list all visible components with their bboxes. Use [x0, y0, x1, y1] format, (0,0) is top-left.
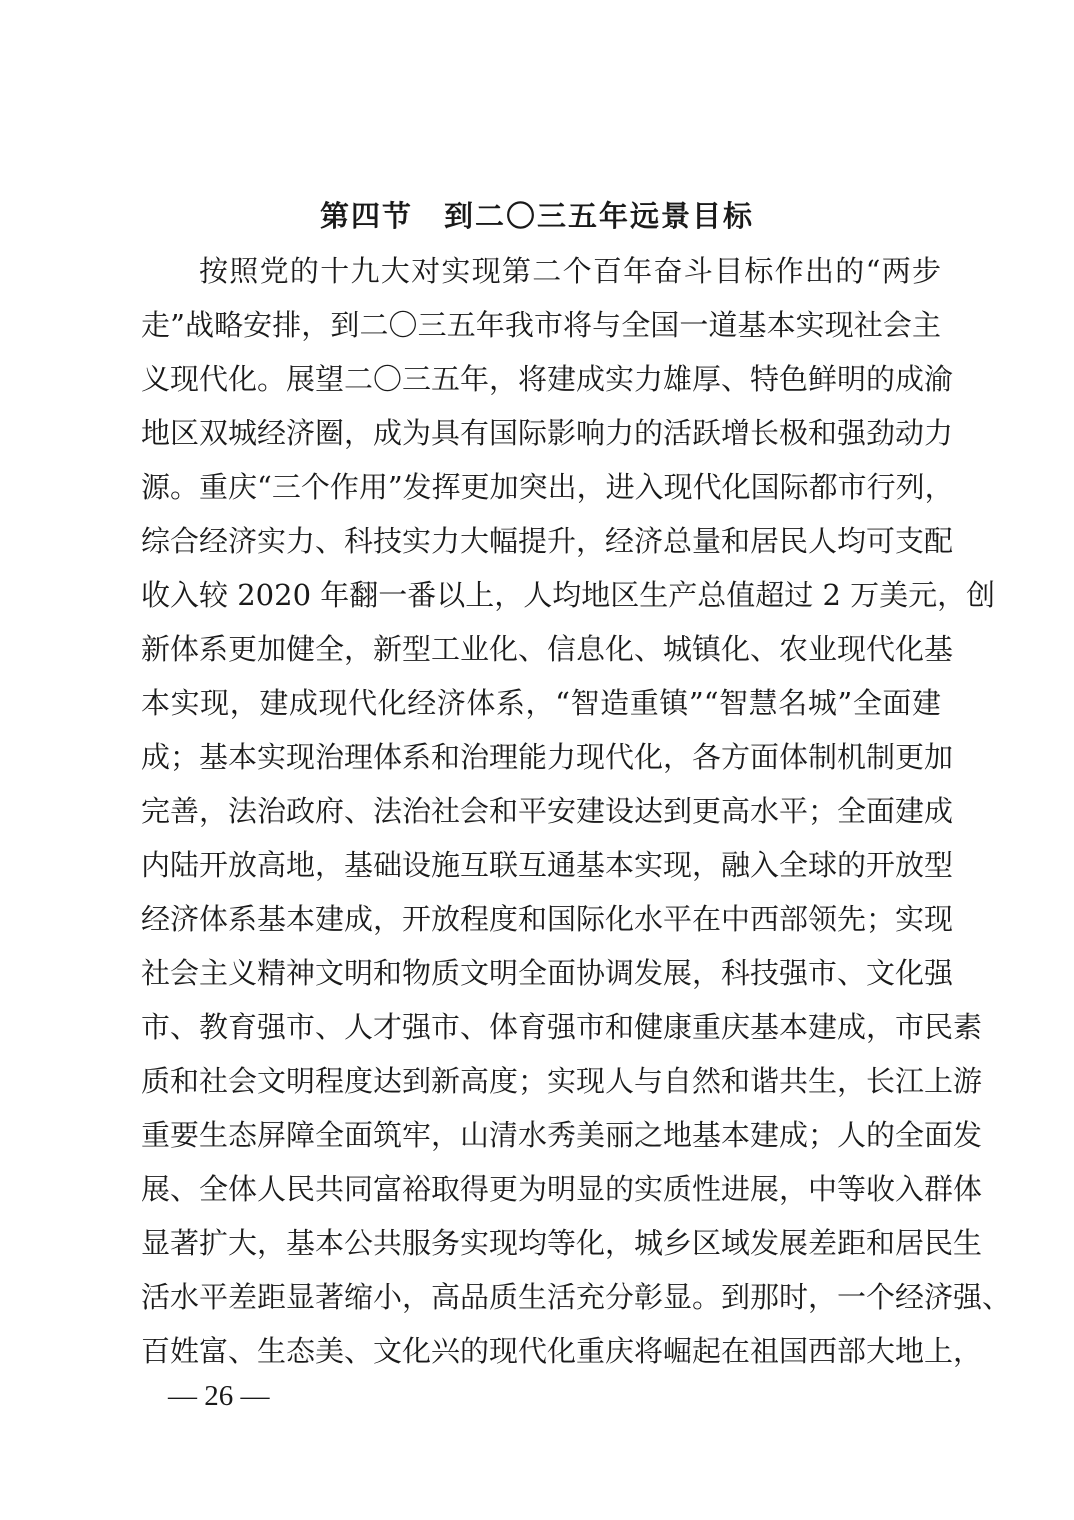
paragraph-line: 本实现，建成现代化经济体系，“智造重镇”“智慧名城”全面建 — [141, 686, 941, 720]
paragraph-line: 收入较 2020 年翻一番以上，人均地区生产总值超过 2 万美元，创 — [141, 578, 996, 612]
section-title: 第四节 到二〇三五年远景目标 — [319, 199, 754, 233]
paragraph-line: 义现代化。展望二〇三五年，将建成实力雄厚、特色鲜明的成渝 — [141, 362, 954, 396]
paragraph-line: 活水平差距显著缩小，高品质生活充分彰显。到那时，一个经济强、 — [141, 1280, 1012, 1314]
paragraph-line: 百姓富、生态美、文化兴的现代化重庆将崛起在祖国西部大地上， — [141, 1334, 983, 1368]
paragraph-line: 市、教育强市、人才强市、体育强市和健康重庆基本建成，市民素 — [141, 1010, 983, 1044]
paragraph-line: 地区双城经济圈，成为具有国际影响力的活跃增长极和强劲动力 — [141, 416, 954, 450]
paragraph-line: 完善，法治政府、法治社会和平安建设达到更高水平；全面建成 — [141, 794, 954, 828]
paragraph-line: 成；基本实现治理体系和治理能力现代化，各方面体制机制更加 — [141, 740, 954, 774]
paragraph-line: 重要生态屏障全面筑牢，山清水秀美丽之地基本建成；人的全面发 — [141, 1118, 983, 1152]
paragraph-line: 展、全体人民共同富裕取得更为明显的实质性进展，中等收入群体 — [141, 1172, 983, 1206]
page-number: — 26 — — [168, 1380, 270, 1412]
paragraph-line: 质和社会文明程度达到新高度；实现人与自然和谐共生，长江上游 — [141, 1064, 983, 1098]
paragraph-line: 综合经济实力、科技实力大幅提升，经济总量和居民人均可支配 — [141, 524, 954, 558]
paragraph-line: 显著扩大，基本公共服务实现均等化，城乡区域发展差距和居民生 — [141, 1226, 983, 1260]
paragraph-line: 新体系更加健全，新型工业化、信息化、城镇化、农业现代化基 — [141, 632, 954, 666]
paragraph-line: 经济体系基本建成，开放程度和国际化水平在中西部领先；实现 — [141, 902, 954, 936]
paragraph-line: 按照党的十九大对实现第二个百年奋斗目标作出的“两步 — [199, 254, 941, 288]
paragraph-line: 源。重庆“三个作用”发挥更加突出，进入现代化国际都市行列， — [141, 470, 954, 504]
paragraph-line: 走”战略安排，到二〇三五年我市将与全国一道基本实现社会主 — [141, 308, 941, 342]
paragraph-line: 内陆开放高地，基础设施互联互通基本实现，融入全球的开放型 — [141, 848, 954, 882]
paragraph-line: 社会主义精神文明和物质文明全面协调发展，科技强市、文化强 — [141, 956, 954, 990]
